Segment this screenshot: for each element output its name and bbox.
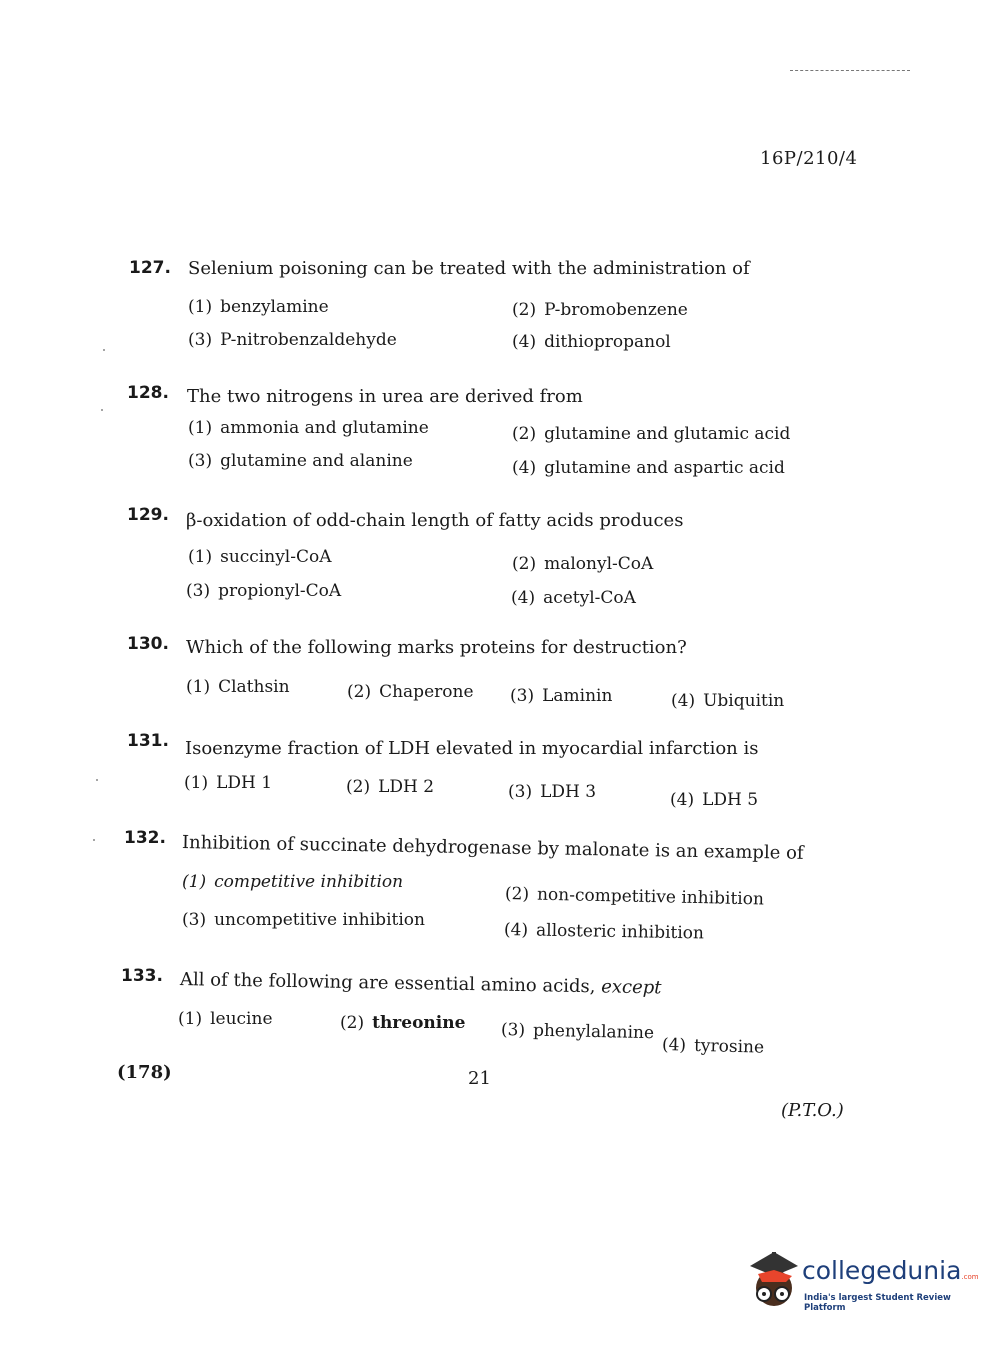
question-text: Inhibition of succinate dehydrogenase by malonate is an example of <box>181 832 804 864</box>
option-3: (3) LDH 3 <box>508 782 597 802</box>
question-text: β-oxidation of odd-chain length of fatty acids produces <box>186 510 684 531</box>
pto-label: (P.T.O.) <box>781 1100 844 1121</box>
question-number: 133. <box>121 966 163 986</box>
option-2: (2) malonyl-CoA <box>512 554 654 574</box>
question-text: Selenium poisoning can be treated with the administration of <box>188 258 750 279</box>
scan-speck <box>101 409 103 411</box>
question-text: All of the following are essential amino acids, except <box>179 969 662 999</box>
collegedunia-logo <box>742 1248 979 1318</box>
footer-code: (178) <box>117 1062 172 1083</box>
option-3: (3) propionyl-CoA <box>186 581 342 601</box>
question-number: 132. <box>124 828 166 848</box>
option-1: (1) leucine <box>178 1009 273 1029</box>
question-text: Isoenzyme fraction of LDH elevated in myocardial infarction is <box>185 738 759 759</box>
scan-speck <box>96 779 98 781</box>
question-number: 130. <box>127 634 169 654</box>
option-3: (3) Laminin <box>510 686 613 706</box>
option-1: (1) succinyl-CoA <box>188 547 332 567</box>
scan-speck <box>93 839 95 841</box>
option-2: (2) Chaperone <box>347 682 474 702</box>
option-2: (2) P-bromobenzene <box>512 300 688 320</box>
logo-wordmark: collegedunia.com <box>802 1256 979 1285</box>
option-3: (3) glutamine and alanine <box>188 451 413 471</box>
option-4: (4) allosteric inhibition <box>503 920 705 944</box>
option-2: (2) threonine <box>340 1013 466 1033</box>
option-4: (4) dithiopropanol <box>512 332 671 352</box>
option-4: (4) acetyl-CoA <box>511 588 636 608</box>
option-4: (4) Ubiquitin <box>671 691 785 711</box>
option-2: (2) glutamine and glutamic acid <box>512 424 791 444</box>
option-2: (2) LDH 2 <box>346 777 435 797</box>
top-rule <box>790 70 910 72</box>
question-number: 129. <box>127 505 169 525</box>
option-4: (4) LDH 5 <box>670 790 759 810</box>
question-text: Which of the following marks proteins for destruction? <box>186 637 687 658</box>
option-4: (4) glutamine and aspartic acid <box>512 458 785 478</box>
option-3: (3) uncompetitive inhibition <box>182 910 425 930</box>
question-number: 128. <box>127 383 169 403</box>
paper-code: 16P/210/4 <box>760 148 858 169</box>
option-1: (1) Clathsin <box>186 677 290 697</box>
option-4: (4) tyrosine <box>661 1035 765 1058</box>
question-number: 131. <box>127 731 169 751</box>
except-emphasis: except <box>601 976 662 999</box>
question-number: 127. <box>129 258 171 278</box>
option-3: (3) phenylalanine <box>500 1020 655 1044</box>
page-number: 21 <box>468 1068 491 1089</box>
option-1: (1) LDH 1 <box>184 773 273 793</box>
question-text: The two nitrogens in urea are derived from <box>187 386 583 407</box>
option-1: (1) competitive inhibition <box>182 872 404 892</box>
scan-speck <box>103 349 105 351</box>
option-3: (3) P-nitrobenzaldehyde <box>188 330 397 350</box>
option-1: (1) ammonia and glutamine <box>188 418 429 438</box>
logo-tagline: India's largest Student Review Platform <box>804 1293 951 1313</box>
option-2: (2) non-competitive inhibition <box>504 884 765 910</box>
mascot-icon <box>742 1248 804 1318</box>
option-1: (1) benzylamine <box>188 297 329 317</box>
